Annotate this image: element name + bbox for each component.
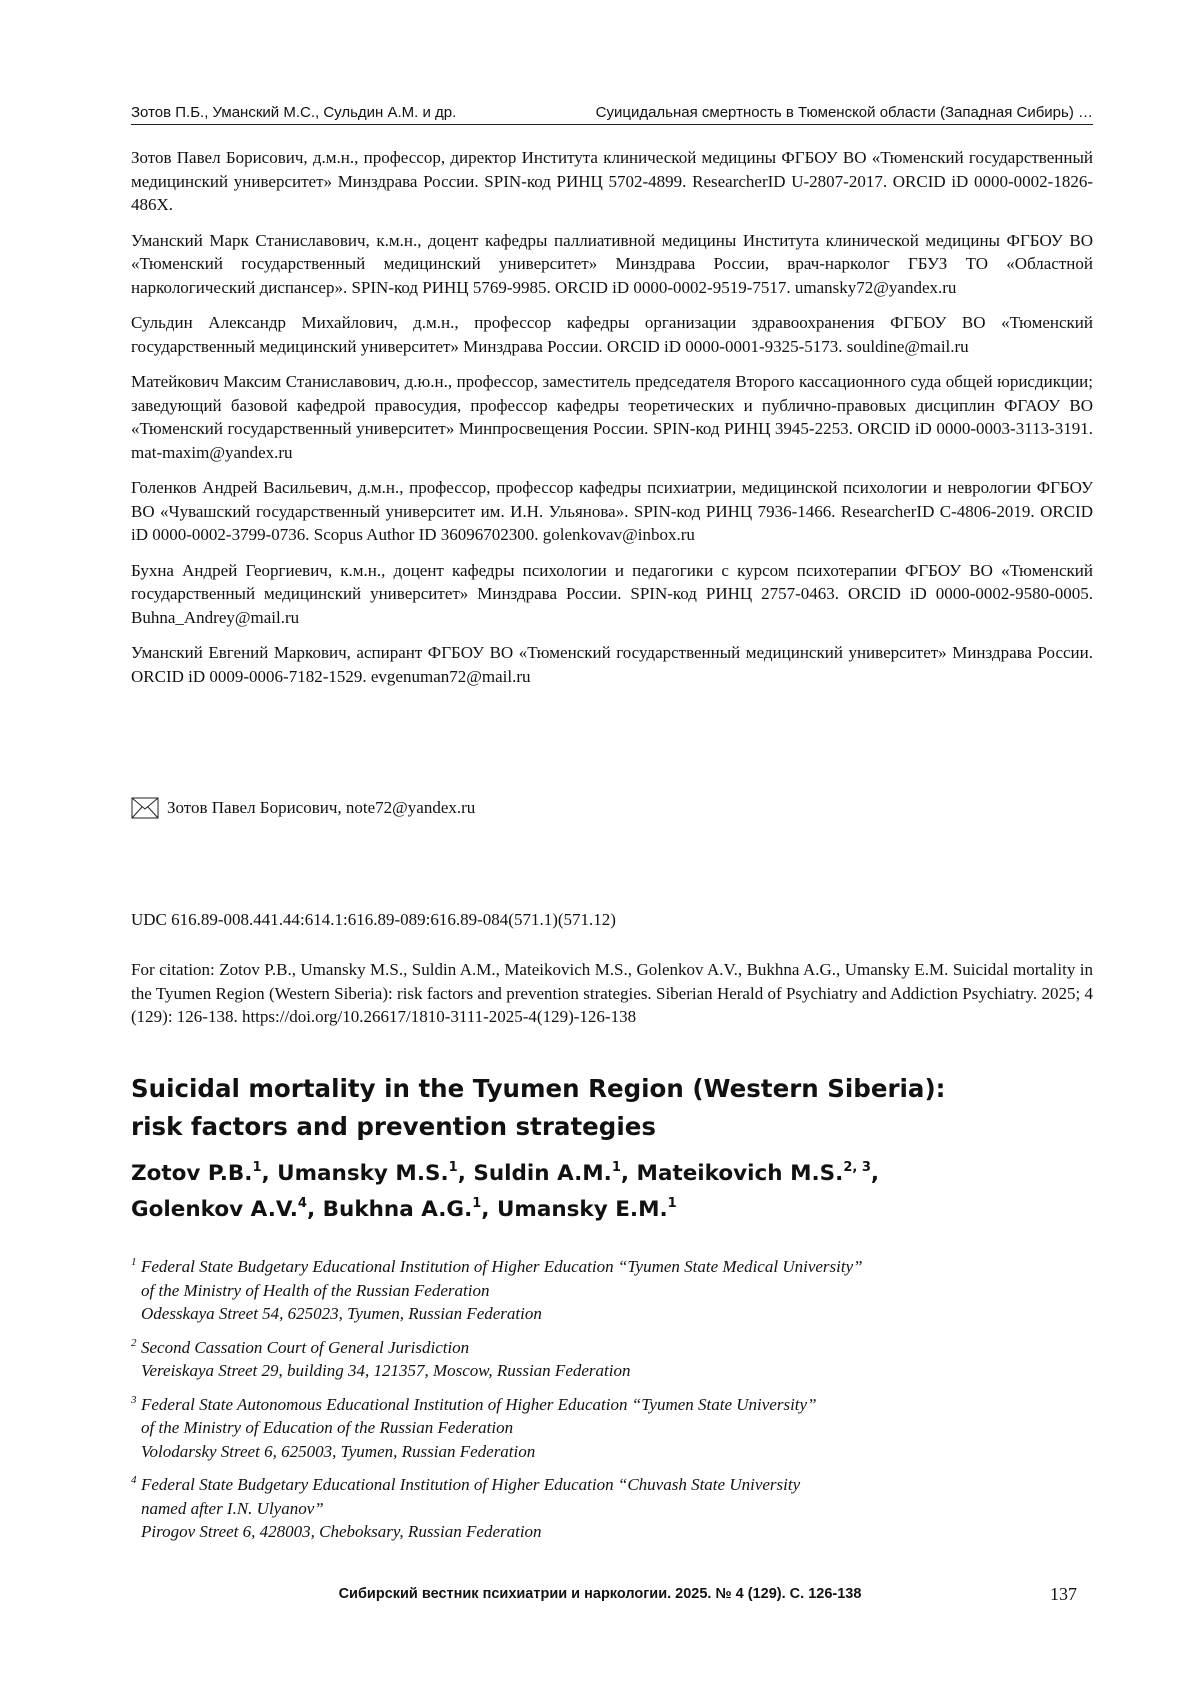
affiliation-item: [131, 1473, 1093, 1544]
author-info-paragraph: Голенков Андрей Васильевич, д.м.н., профессор, профессор кафедры психиатрии, медицинской психологии и неврологии ФГБОУ ВО «Чувашский государственный университет им. И.Н. Ульянова». SPIN-код РИНЦ 7936-1466. ResearcherID C-4806-2019. ORCID iD 0000-0002-3799-0736. Scopus Author ID 36096702300. golenkovav@inbox.ru: [131, 478, 1093, 544]
running-header-authors: Зотов П.Б., Уманский М.С., Сульдин А.М. и др.: [131, 104, 457, 121]
author-separator: ,: [457, 1161, 474, 1186]
author-affiliation-mark: 1: [472, 1196, 482, 1211]
affiliation-item: [131, 1336, 1093, 1383]
page-number: 137: [1050, 1584, 1077, 1604]
author-affiliation-mark: 1: [448, 1160, 458, 1175]
citation-text: For citation: Zotov P.B., Umansky M.S., Suldin A.M., Mateikovich M.S., Golenkov A.V., Bukhna A.G., Umansky E.M. Suicidal mortality in the Tyumen Region (Western Siberia): risk factors and prevention strategies. Siberian Herald of Psychiatry and Addiction Psychiatry. 2025; 4 (129): 126-138. https://doi.org/10.26617/1810-3111-2025-4(129)-126-138: [131, 960, 1093, 1026]
affiliation-line: Pirogov Street 6, 428003, Cheboksary, Russian Federation: [141, 1522, 542, 1541]
affiliation-line: of the Ministry of Education of the Russian Federation: [141, 1418, 514, 1437]
author-separator: ,: [306, 1197, 323, 1222]
author-name: Umansky M.S.: [277, 1161, 449, 1186]
author-affiliation-mark: 1: [252, 1160, 262, 1175]
article-author-list: [131, 1156, 1093, 1228]
author-name: Umansky E.M.: [496, 1197, 668, 1222]
affiliation-number: 2: [131, 1336, 137, 1349]
article-title-line: risk factors and prevention strategies: [131, 1112, 656, 1141]
affiliation-line: Volodarsky Street 6, 625003, Tyumen, Russian Federation: [141, 1441, 536, 1461]
journal-footer: Сибирский вестник психиатрии и наркологии. 2025. № 4 (129). С. 126-138: [338, 1586, 862, 1602]
author-affiliation-mark: 2, 3: [843, 1160, 871, 1175]
envelope-icon: [131, 797, 159, 819]
affiliation-line: Second Cassation Court of General Jurisdiction: [141, 1337, 470, 1357]
affiliation-list: [131, 1255, 1093, 1554]
author-name: Bukhna A.G.: [322, 1197, 473, 1222]
author-name: Zotov P.B.: [131, 1161, 253, 1186]
affiliation-line: Federal State Budgetary Educational Institution of Higher Education “Chuvash State University: [141, 1475, 801, 1494]
author-info-paragraph: Бухна Андрей Георгиевич, к.м.н., доцент кафедры психологии и педагогики с курсом психотерапии ФГБОУ ВО «Тюменский государственный медицинский университет» Минздрава России. SPIN-код РИНЦ 2757-0463. ORCID iD 0000-0002-9580-0005. Buhna_Andrey@mail.ru: [131, 560, 1093, 627]
author-separator: ,: [261, 1161, 278, 1186]
affiliation-line: Vereiskaya Street 29, building 34, 121357, Moscow, Russian Federation: [141, 1361, 631, 1380]
affiliation-line: of the Ministry of Health of the Russian Federation: [141, 1280, 490, 1300]
affiliation-line: Federal State Budgetary Educational Institution of Higher Education “Tyumen State Medical University”: [141, 1257, 863, 1276]
affiliation-number: 3: [131, 1393, 137, 1406]
affiliation-line: Odesskaya Street 54, 625023, Tyumen, Russian Federation: [141, 1304, 542, 1323]
corresponding-author: [131, 796, 1031, 820]
author-information: [131, 146, 1093, 700]
author-affiliation-mark: 1: [611, 1160, 621, 1175]
article-title-line: Suicidal mortality in the Tyumen Region (Western Siberia):: [131, 1074, 946, 1103]
author-separator: ,: [870, 1161, 880, 1186]
author-affiliation-mark: 1: [667, 1196, 677, 1211]
author-info-paragraph: Зотов Павел Борисович, д.м.н., профессор, директор Института клинической медицины ФГБОУ ВО «Тюменский государственный медицинский университет» Минздрава России. SPIN-код РИНЦ 5702-4899. ResearcherID U-2807-2017. ORCID iD 0000-0002-1826-486X.: [131, 148, 1093, 214]
author-name: Golenkov A.V.: [131, 1197, 298, 1222]
udc-code: UDC 616.89-008.441.44:614.1:616.89-089:616.89-084(571.1)(571.12): [131, 910, 616, 929]
author-affiliation-mark: 4: [297, 1196, 307, 1211]
article-title: [131, 1070, 1093, 1146]
author-name: Suldin A.M.: [473, 1161, 612, 1186]
author-info-paragraph: Матейкович Максим Станиславович, д.ю.н., профессор, заместитель председателя Второго кассационного суда общей юрисдикции; заведующий базовой кафедрой правосудия, профессор кафедры теоретических и публично-правовых дисциплин ФГАОУ ВО «Тюменский государственный университет» Минпросвещения России. SPIN-код РИНЦ 3945-2253. ORCID iD 0000-0003-3113-3191. mat-maxim@yandex.ru: [131, 372, 1093, 462]
author-name: Mateikovich M.S.: [636, 1161, 844, 1186]
affiliation-item: [131, 1255, 1093, 1326]
running-header-title: Суицидальная смертность в Тюменской области (Западная Сибирь) …: [595, 104, 1093, 121]
affiliation-number: 4: [131, 1474, 137, 1486]
corresponding-author-text: Зотов Павел Борисович, note72@yandex.ru: [167, 798, 476, 817]
author-info-paragraph: Уманский Евгений Маркович, аспирант ФГБОУ ВО «Тюменский государственный медицинский университет» Минздрава России. ORCID iD 0009-0006-7182-1529. evgenuman72@mail.ru: [131, 643, 1093, 686]
author-info-paragraph: Уманский Марк Станиславович, к.м.н., доцент кафедры паллиативной медицины Института клинической медицины ФГБОУ ВО «Тюменский государственный медицинский университет» Минздрава России, врач-нарколог ГБУЗ ТО «Областной наркологический диспансер». SPIN-код РИНЦ 5769-9985. ORCID iD 0000-0002-9519-7517. umansky72@yandex.ru: [131, 230, 1093, 297]
author-info-paragraph: Сульдин Александр Михайлович, д.м.н., профессор кафедры организации здравоохранения ФГБОУ ВО «Тюменский государственный медицинский университет» Минздрава России. ORCID iD 0000-0001-9325-5173. souldine@mail.ru: [131, 313, 1093, 356]
affiliation-line: named after I.N. Ulyanov”: [141, 1498, 324, 1518]
affiliation-number: 1: [131, 1256, 137, 1268]
affiliation-item: [131, 1393, 1093, 1464]
running-header: [131, 104, 1093, 125]
affiliation-line: Federal State Autonomous Educational Institution of Higher Education “Tyumen State University”: [141, 1394, 817, 1414]
author-separator: ,: [620, 1161, 637, 1186]
author-separator: ,: [481, 1197, 497, 1222]
